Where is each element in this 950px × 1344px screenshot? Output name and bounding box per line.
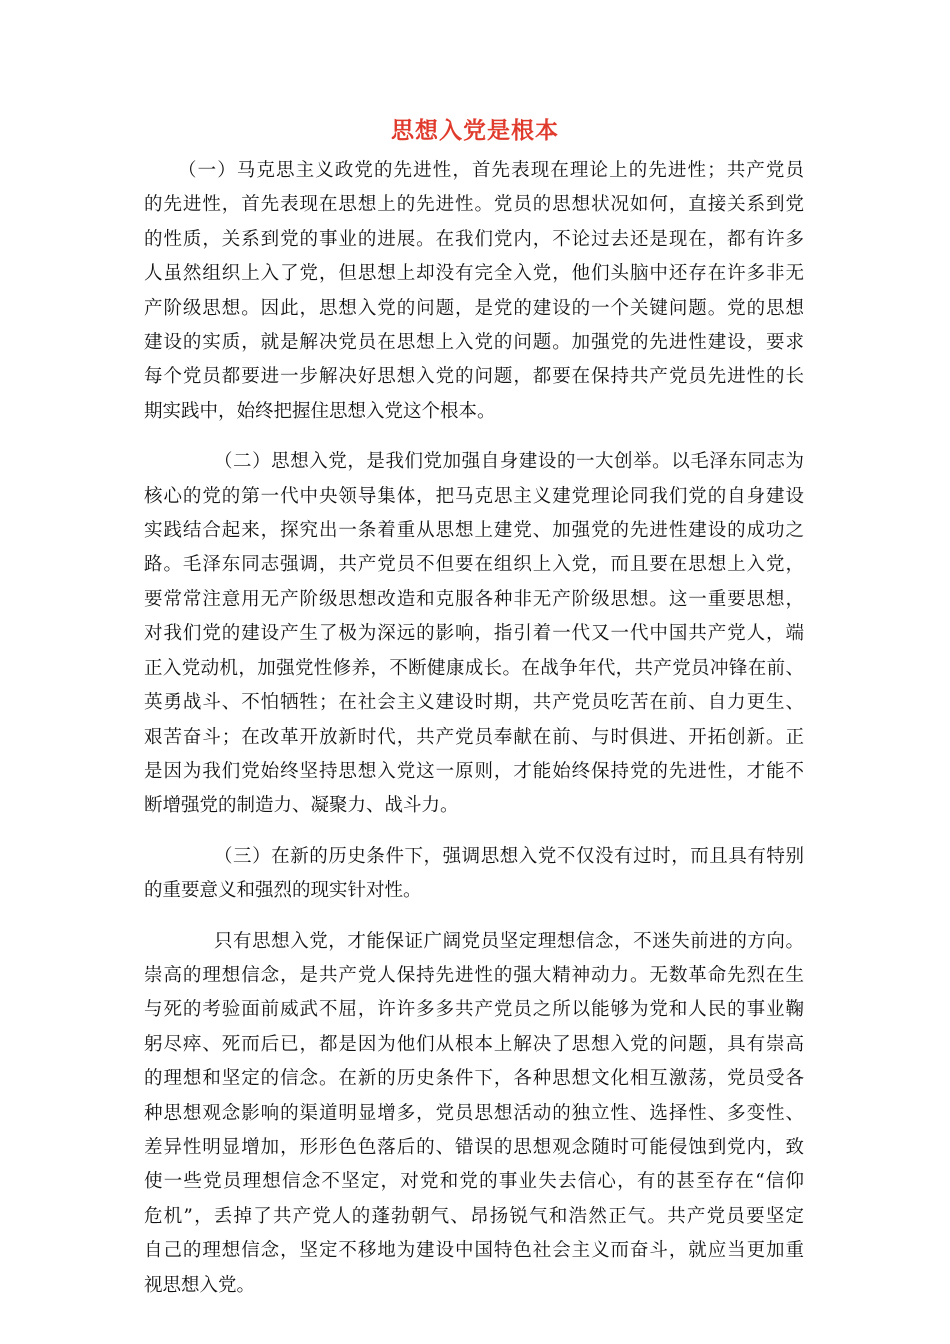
paragraph-line: 种思想观念影响的渠道明显增多，党员思想活动的独立性、选择性、多变性、 (144, 1102, 804, 1124)
paragraph-line: 核心的党的第一代中央领导集体，把马克思主义建党理论同我们党的自身建设 (144, 485, 804, 507)
paragraph-line: 路。毛泽东同志强调，共产党员不但要在组织上入党，而且要在思想上入党， (144, 554, 804, 576)
paragraph-line: 崇高的理想信念，是共产党人保持先进性的强大精神动力。无数革命先烈在生 (144, 964, 804, 986)
paragraph-line: 每个党员都要进一步解决好思想入党的问题，都要在保持共产党员先进性的长 (144, 366, 804, 388)
paragraph-line: 只有思想入党，才能保证广阔党员坚定理想信念，不迷失前进的方向。 (214, 930, 804, 952)
paragraph-line: 视思想入党。 (144, 1274, 256, 1296)
paragraph-line: （一）马克思主义政党的先进性，首先表现在理论上的先进性；共产党员 (178, 160, 804, 181)
document-body (144, 154, 804, 1319)
paragraph-line: 使一些党员理想信念不坚定，对党和党的事业失去信心，有的甚至存在“信仰 (144, 1171, 804, 1193)
paragraph-line: 产阶级思想。因此，思想入党的问题，是党的建设的一个关键问题。党的思想 (144, 297, 804, 319)
paragraph (144, 840, 804, 909)
paragraph-line: 人虽然组织上入了党，但思想上却没有完全入党，他们头脑中还存在许多非无 (144, 263, 804, 285)
paragraph-line: 实践结合起来，探究出一条着重从思想上建党、加强党的先进性建设的成功之 (144, 520, 804, 542)
paragraph-line: 要常常注意用无产阶级思想改造和克服各种非无产阶级思想。这一重要思想， (144, 588, 804, 610)
paragraph-line: 英勇战斗、不怕牺牲；在社会主义建设时期，共产党员吃苦在前、自力更生、 (144, 692, 804, 714)
paragraph-line: 期实践中，始终把握住思想入党这个根本。 (144, 400, 496, 422)
paragraph-line: 差异性明显增加，形形色色落后的、错误的思想观念随时可能侵蚀到党内，致 (144, 1136, 804, 1158)
paragraph-line: 的理想和坚定的信念。在新的历史条件下，各种思想文化相互激荡，党员受各 (144, 1068, 804, 1090)
paragraph-line: 危机”，丢掉了共产党人的蓬勃朝气、昂扬锐气和浩然正气。共产党员要坚定 (144, 1205, 804, 1227)
paragraph-line: 的性质，关系到党的事业的进展。在我们党内，不论过去还是现在，都有许多 (144, 228, 804, 250)
paragraph-line: 艰苦奋斗；在改革开放新时代，共产党员奉献在前、与时俱进、开拓创新。正 (144, 726, 804, 748)
paragraph (144, 925, 804, 1303)
paragraph-line: 建设的实质，就是解决党员在思想上入党的问题。加强党的先进性建设，要求 (144, 332, 804, 354)
paragraph-line: 是因为我们党始终坚持思想入党这一原则，才能始终保持党的先进性，才能不 (144, 760, 804, 782)
paragraph-line: 对我们党的建设产生了极为深远的影响，指引着一代又一代中国共产党人，端 (144, 623, 804, 645)
paragraph-line: （三）在新的历史条件下，强调思想入党不仅没有过时，而且具有特别 (214, 845, 804, 867)
paragraph (144, 154, 804, 429)
paragraph-line: 正入党动机，加强党性修养，不断健康成长。在战争年代，共产党员冲锋在前、 (144, 657, 804, 679)
paragraph-line: 自己的理想信念，坚定不移地为建设中国特色社会主义而奋斗，就应当更加重 (144, 1240, 804, 1262)
paragraph-line: 断增强党的制造力、凝聚力、战斗力。 (144, 795, 459, 817)
paragraph-line: 的先进性，首先表现在思想上的先进性。党员的思想状况如何，直接关系到党 (144, 194, 804, 216)
paragraph-line: （二）思想入党，是我们党加强自身建设的一大创举。以毛泽东同志为 (214, 451, 804, 473)
paragraph-line: 躬尽瘁、死而后已，都是因为他们从根本上解决了思想入党的问题，具有崇高 (144, 1033, 804, 1055)
paragraph-line: 与死的考验面前威武不屈，许许多多共产党员之所以能够为党和人民的事业鞠 (144, 999, 804, 1021)
paragraph-line: 的重要意义和强烈的现实针对性。 (144, 880, 422, 902)
paragraph (144, 445, 804, 823)
document-title: 思想入党是根本 (391, 118, 559, 144)
